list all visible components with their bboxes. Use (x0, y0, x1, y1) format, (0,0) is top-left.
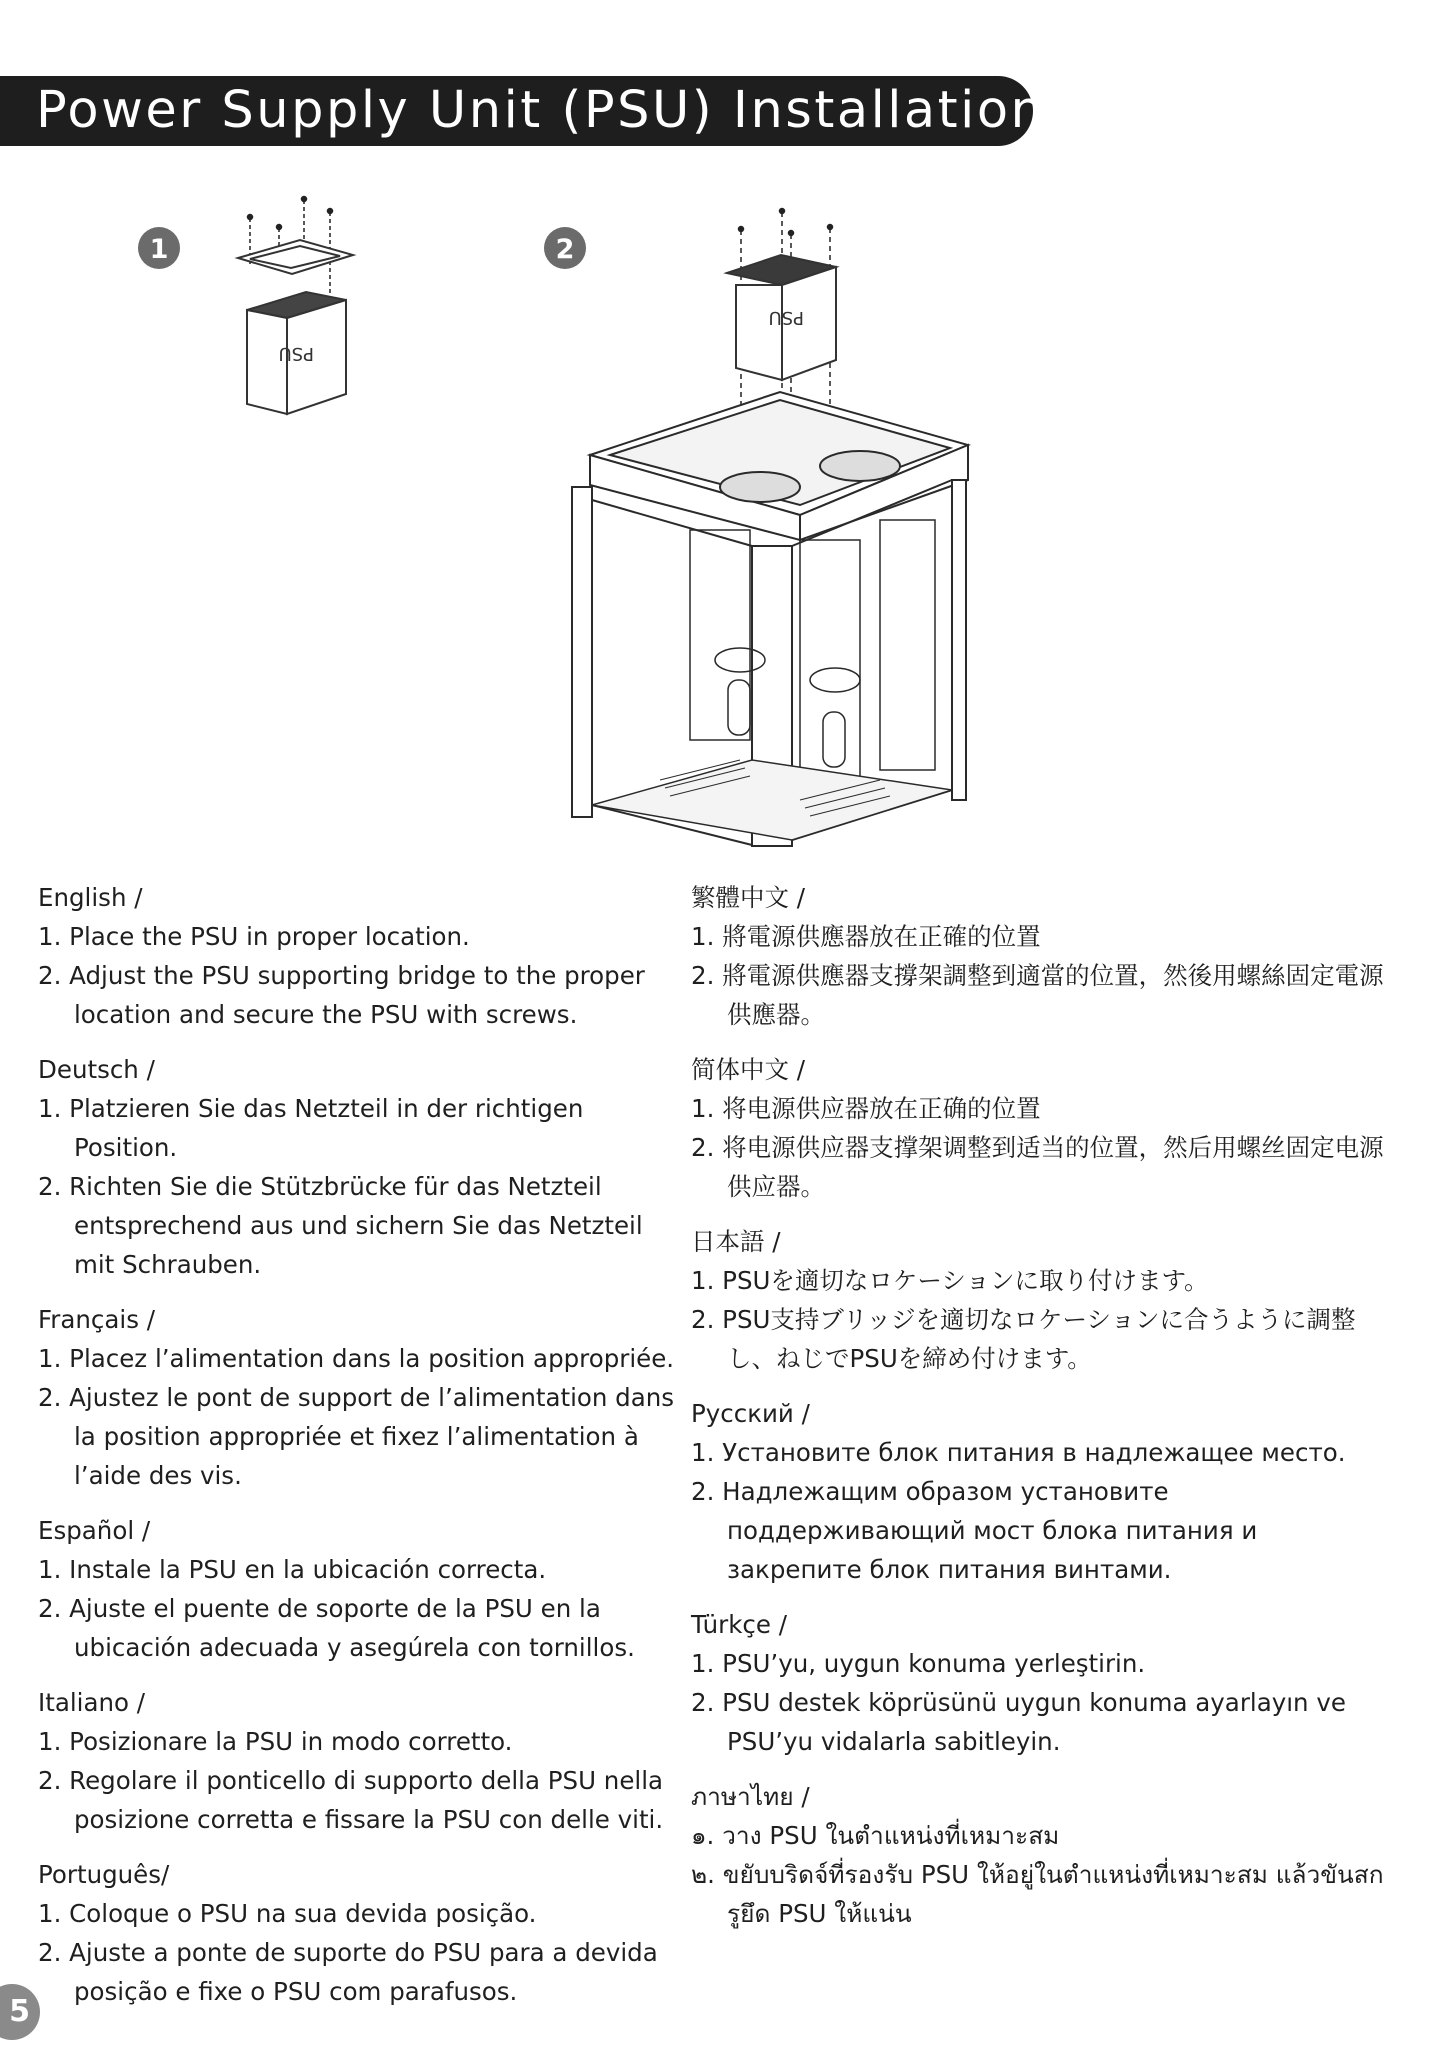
lang-japanese (691, 1222, 1391, 1378)
step-text: 2. Ajuste el puente de soporte de la PSU en la ubicación adecuada y asegúrela con tornillos. (38, 1594, 635, 1662)
lang-espanol (38, 1511, 678, 1667)
step-text: 1. PSUを適切なロケーションに取り付けます。 (691, 1266, 1209, 1295)
step-text: 1. 將電源供應器放在正確的位置 (691, 922, 1041, 951)
step-1-number: 1 (149, 234, 169, 265)
step-text: ๒. ขยับบริดจ์ที่รองรับ PSU ให้อยู่ในตำแหน่งที่เหมาะสม แล้วขันสกรูยึด PSU ให้แน่น (691, 1860, 1384, 1928)
lang-title: ภาษาไทย / (691, 1782, 810, 1811)
lang-russian (691, 1394, 1391, 1589)
step-text: 2. 將電源供應器支撐架調整到適當的位置，然後用螺絲固定電源供應器。 (691, 961, 1384, 1029)
step-text: 2. Ajustez le pont de support de l’alimentation dans la position appropriée et fixez l’alimentation à l’aide des vis. (38, 1383, 675, 1490)
lang-simplified-chinese (691, 1050, 1391, 1206)
lang-thai (691, 1777, 1391, 1933)
lang-title: Français / (38, 1305, 156, 1334)
lang-title: 简体中文 / (691, 1055, 806, 1084)
lang-italiano (38, 1683, 678, 1839)
title-bar (0, 76, 1046, 146)
instructions-right-column (691, 878, 1391, 1949)
psu-installation-illustration (0, 160, 1451, 860)
step-2-number: 2 (555, 234, 575, 265)
step-text: 2. PSU支持ブリッジを適切なロケーションに合うように調整し、ねじでPSUを締め付けます。 (691, 1305, 1356, 1373)
lang-title: 日本語 / (691, 1227, 781, 1256)
lang-title: Deutsch / (38, 1055, 155, 1084)
lang-turkish (691, 1605, 1391, 1761)
psu-with-bracket (238, 197, 353, 415)
step-text: 1. Placez l’alimentation dans la position appropriée. (38, 1344, 675, 1373)
lang-title: English / (38, 883, 143, 912)
lang-title: 繁體中文 / (691, 883, 806, 912)
lang-title: Русский / (691, 1399, 810, 1428)
step-text: 1. Instale la PSU en la ubicación correcta. (38, 1555, 547, 1584)
step-text: 1. Coloque o PSU na sua devida posição. (38, 1899, 537, 1928)
lang-traditional-chinese (691, 878, 1391, 1034)
step-1-marker (138, 227, 180, 269)
computer-case (572, 392, 968, 846)
lang-title: Italiano / (38, 1688, 146, 1717)
lang-title: Türkçe / (691, 1610, 787, 1639)
step-text: 1. 将电源供应器放在正确的位置 (691, 1094, 1041, 1123)
step-text: 2. Richten Sie die Stützbrücke für das Netzteil entsprechend aus und sichern Sie das Netzteil mit Schrauben. (38, 1172, 643, 1279)
step-text: 2. Ajuste a ponte de suporte do PSU para a devida posição e fixe o PSU com parafusos. (38, 1938, 658, 2006)
instructions-left-column (38, 878, 678, 2027)
step-text: 2. Regolare il ponticello di supporto della PSU nella posizione corretta e fissare la PSU con delle viti. (38, 1766, 664, 1834)
step-text: 1. Place the PSU in proper location. (38, 922, 470, 951)
step-2-marker (544, 227, 586, 269)
page-title: Power Supply Unit (PSU) Installation (36, 81, 1046, 140)
step-text: 2. Adjust the PSU supporting bridge to the proper location and secure the PSU with screws. (38, 961, 645, 1029)
psu-label-1: PSU (278, 343, 314, 364)
step-text: 2. PSU destek köprüsünü uygun konuma ayarlayın ve PSU’yu vidalarla sabitleyin. (691, 1688, 1346, 1756)
lang-english (38, 878, 678, 1034)
lang-portugues (38, 1855, 678, 2011)
page-number: 5 (0, 1984, 40, 2040)
lang-francais (38, 1300, 678, 1495)
step-text: 1. Установите блок питания в надлежащее место. (691, 1438, 1346, 1467)
step-text: ๑. วาง PSU ในตำแหน่งที่เหมาะสม (691, 1821, 1060, 1850)
step-text: 2. 将电源供应器支撑架调整到适当的位置，然后用螺丝固定电源供应器。 (691, 1133, 1384, 1201)
lang-deutsch (38, 1050, 678, 1284)
step-text: 1. Platzieren Sie das Netzteil in der richtigen Position. (38, 1094, 584, 1162)
step-text: 1. PSU’yu, uygun konuma yerleştirin. (691, 1649, 1146, 1678)
lang-title: Português/ (38, 1860, 170, 1889)
lang-title: Español / (38, 1516, 151, 1545)
step-text: 2. Надлежащим образом установите поддерживающий мост блока питания и закрепите блок питания винтами. (691, 1477, 1258, 1584)
psu-label-2: PSU (768, 307, 804, 328)
step-text: 1. Posizionare la PSU in modo corretto. (38, 1727, 513, 1756)
